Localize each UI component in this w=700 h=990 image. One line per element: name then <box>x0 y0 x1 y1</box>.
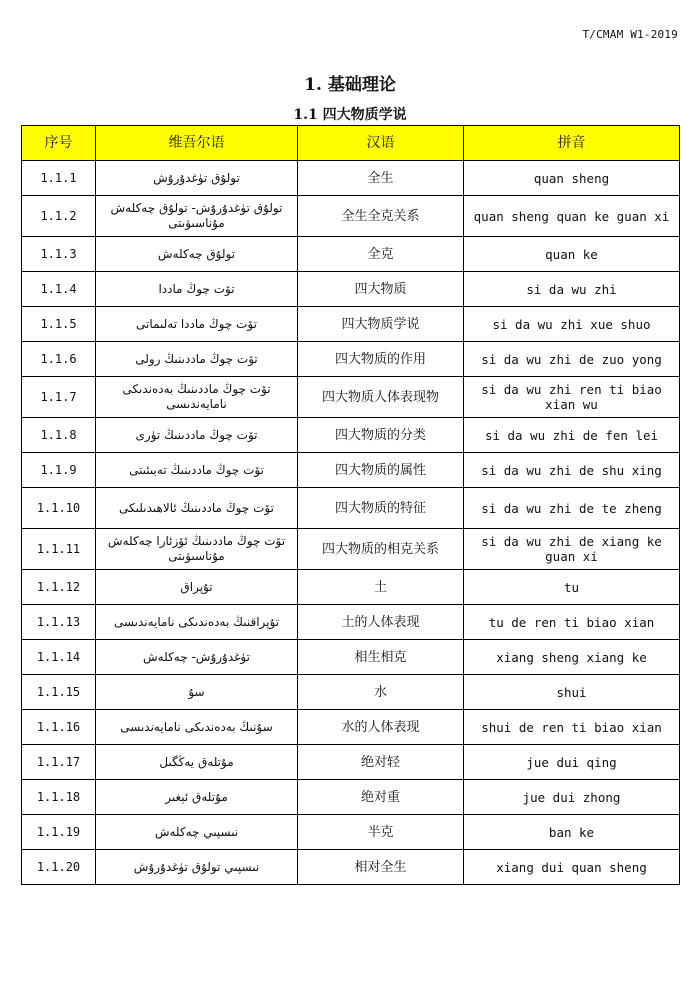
term-number: 1.1.11 <box>22 529 96 570</box>
term-uyghur: تۆت چوڭ ماددىنىڭ بەدەندىكى نامايەندىسى <box>96 377 298 418</box>
column-header-pinyin: 拼音 <box>464 126 680 161</box>
table-row <box>22 529 680 570</box>
term-uyghur: تۆت چوڭ ماددا <box>96 272 298 307</box>
term-number: 1.1.14 <box>22 640 96 675</box>
table-row <box>22 196 680 237</box>
term-pinyin: jue dui qing <box>464 745 680 780</box>
term-chinese: 绝对重 <box>298 780 464 815</box>
column-header-number: 序号 <box>22 126 96 161</box>
term-uyghur: تۇپراقنىڭ بەدەندىكى نامايەندىسى <box>96 605 298 640</box>
term-number: 1.1.3 <box>22 237 96 272</box>
term-uyghur: تولۇق تۈغدۇرۇش- تولۇق چەكلەش مۇناسىۋىتى <box>96 196 298 237</box>
term-pinyin: quan ke <box>464 237 680 272</box>
term-pinyin: tu <box>464 570 680 605</box>
term-number: 1.1.7 <box>22 377 96 418</box>
term-pinyin: xiang sheng xiang ke <box>464 640 680 675</box>
term-uyghur: نىسپىي تولۇق تۈغدۇرۇش <box>96 850 298 885</box>
term-uyghur: تولۇق چەكلەش <box>96 237 298 272</box>
term-chinese: 相对全生 <box>298 850 464 885</box>
table-row <box>22 161 680 196</box>
term-uyghur: تۈغدۇرۇش- چەكلەش <box>96 640 298 675</box>
term-pinyin: si da wu zhi de xiang ke guan xi <box>464 529 680 570</box>
term-chinese: 四大物质的特征 <box>298 488 464 529</box>
term-number: 1.1.1 <box>22 161 96 196</box>
column-header-chinese: 汉语 <box>298 126 464 161</box>
term-chinese: 水的人体表现 <box>298 710 464 745</box>
term-uyghur: تۆت چوڭ ماددىنىڭ رولى <box>96 342 298 377</box>
section-subtitle: 1.1 四大物质学说 <box>293 107 407 123</box>
term-uyghur: تۆت چوڭ ماددىنىڭ ئۆزئارا چەكلەش مۇناسىۋىتى <box>96 529 298 570</box>
term-pinyin: si da wu zhi <box>464 272 680 307</box>
table-row <box>22 605 680 640</box>
term-number: 1.1.5 <box>22 307 96 342</box>
term-chinese: 四大物质人体表现物 <box>298 377 464 418</box>
term-chinese: 四大物质的分类 <box>298 418 464 453</box>
term-uyghur: تۆت چوڭ ماددىنىڭ ئالاھىدىلىكى <box>96 488 298 529</box>
term-chinese: 相生相克 <box>298 640 464 675</box>
term-pinyin: tu de ren ti biao xian <box>464 605 680 640</box>
term-pinyin: si da wu zhi ren ti biao xian wu <box>464 377 680 418</box>
table-row <box>22 780 680 815</box>
section-title: 1. 基础理论 <box>304 75 396 95</box>
term-number: 1.1.13 <box>22 605 96 640</box>
table-row <box>22 377 680 418</box>
term-chinese: 土的人体表现 <box>298 605 464 640</box>
term-number: 1.1.12 <box>22 570 96 605</box>
term-number: 1.1.2 <box>22 196 96 237</box>
table-row <box>22 675 680 710</box>
table-row <box>22 570 680 605</box>
term-number: 1.1.9 <box>22 453 96 488</box>
term-number: 1.1.18 <box>22 780 96 815</box>
term-chinese: 四大物质的作用 <box>298 342 464 377</box>
term-pinyin: ban ke <box>464 815 680 850</box>
term-number: 1.1.4 <box>22 272 96 307</box>
term-number: 1.1.8 <box>22 418 96 453</box>
term-chinese: 土 <box>298 570 464 605</box>
term-pinyin: xiang dui quan sheng <box>464 850 680 885</box>
term-chinese: 全生 <box>298 161 464 196</box>
term-number: 1.1.16 <box>22 710 96 745</box>
term-uyghur: نىسپىي چەكلەش <box>96 815 298 850</box>
table-row <box>22 307 680 342</box>
term-pinyin: si da wu zhi de te zheng <box>464 488 680 529</box>
term-chinese: 四大物质 <box>298 272 464 307</box>
term-pinyin: quan sheng quan ke guan xi <box>464 196 680 237</box>
term-pinyin: si da wu zhi de zuo yong <box>464 342 680 377</box>
term-number: 1.1.17 <box>22 745 96 780</box>
term-uyghur: تولۇق تۈغدۇرۇش <box>96 161 298 196</box>
term-chinese: 半克 <box>298 815 464 850</box>
term-uyghur: تۆت چوڭ ماددا تەلىماتى <box>96 307 298 342</box>
table-row <box>22 418 680 453</box>
term-number: 1.1.15 <box>22 675 96 710</box>
standard-code: T/CMAM W1-2019 <box>582 28 678 41</box>
term-pinyin: quan sheng <box>464 161 680 196</box>
table-row <box>22 272 680 307</box>
term-uyghur: سۇنىڭ بەدەندىكى نامايەندىسى <box>96 710 298 745</box>
term-number: 1.1.6 <box>22 342 96 377</box>
table-row <box>22 850 680 885</box>
term-chinese: 全克 <box>298 237 464 272</box>
term-uyghur: تۇپراق <box>96 570 298 605</box>
term-uyghur: مۇتلەق يەڭگىل <box>96 745 298 780</box>
term-chinese: 全生全克关系 <box>298 196 464 237</box>
column-header-uyghur: 维吾尔语 <box>96 126 298 161</box>
term-pinyin: jue dui zhong <box>464 780 680 815</box>
term-chinese: 四大物质的属性 <box>298 453 464 488</box>
table-row <box>22 745 680 780</box>
term-pinyin: si da wu zhi xue shuo <box>464 307 680 342</box>
table-row <box>22 237 680 272</box>
term-uyghur: سۇ <box>96 675 298 710</box>
table-header-row <box>22 126 680 161</box>
term-uyghur: تۆت چوڭ ماددىنىڭ تۈرى <box>96 418 298 453</box>
term-pinyin: shui <box>464 675 680 710</box>
table-row <box>22 488 680 529</box>
term-chinese: 四大物质学说 <box>298 307 464 342</box>
term-uyghur: مۇتلەق ئېغىر <box>96 780 298 815</box>
term-chinese: 水 <box>298 675 464 710</box>
term-chinese: 绝对轻 <box>298 745 464 780</box>
term-chinese: 四大物质的相克关系 <box>298 529 464 570</box>
term-number: 1.1.10 <box>22 488 96 529</box>
term-uyghur: تۆت چوڭ ماددىنىڭ تەبىئىتى <box>96 453 298 488</box>
term-pinyin: shui de ren ti biao xian <box>464 710 680 745</box>
table-row <box>22 342 680 377</box>
term-pinyin: si da wu zhi de fen lei <box>464 418 680 453</box>
terms-table <box>21 125 680 885</box>
table-row <box>22 815 680 850</box>
term-number: 1.1.20 <box>22 850 96 885</box>
term-pinyin: si da wu zhi de shu xing <box>464 453 680 488</box>
term-number: 1.1.19 <box>22 815 96 850</box>
table-row <box>22 640 680 675</box>
table-row <box>22 710 680 745</box>
table-row <box>22 453 680 488</box>
